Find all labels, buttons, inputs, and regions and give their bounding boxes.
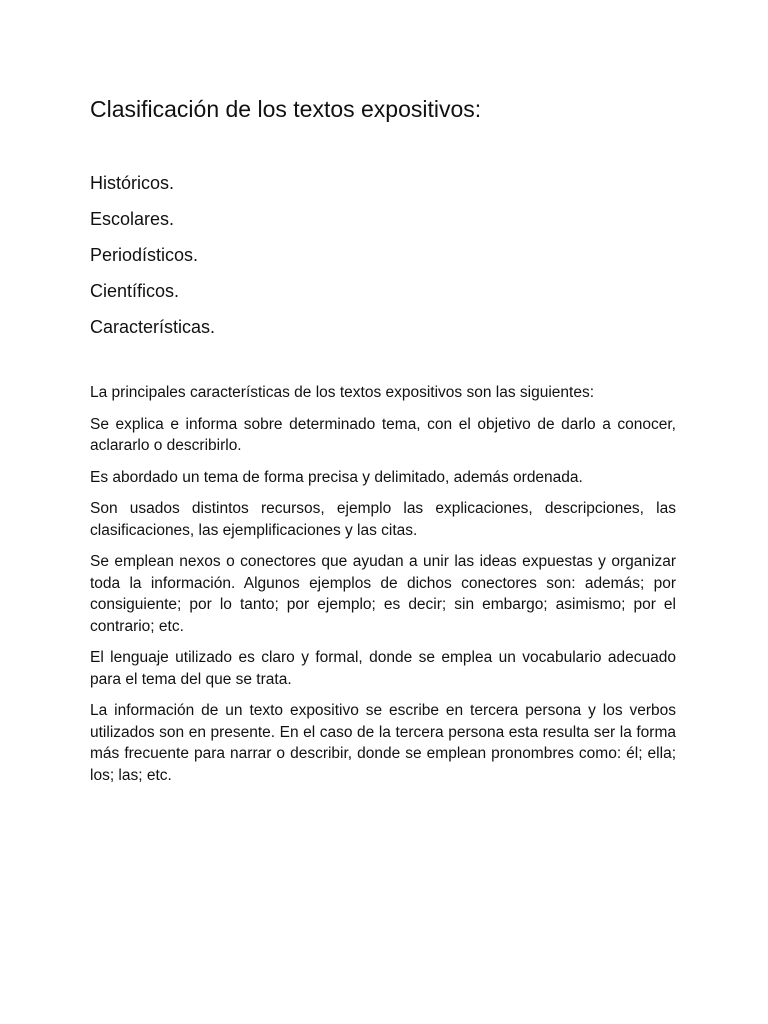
document-page <box>90 92 676 784</box>
characteristic-paragraph: La información de un texto expositivo se escribe en tercera persona y los verbos utilizados son en presente. En el caso de la tercera persona esta resulta ser la forma más frecuente para narrar o describir, donde se emplean pronombres como: él; ella; los; las; etc. <box>90 702 676 784</box>
characteristic-paragraph: Son usados distintos recursos, ejemplo las explicaciones, descripciones, las clasificaciones, las ejemplificaciones y las citas. <box>90 500 676 539</box>
characteristics-section <box>90 382 676 796</box>
text-type-item: Escolares. <box>90 209 175 229</box>
characteristic-paragraph: Es abordado un tema de forma precisa y delimitado, además ordenada. <box>90 468 583 486</box>
text-types-list <box>90 172 215 352</box>
characteristic-paragraph: Se explica e informa sobre determinado tema, con el objetivo de darlo a conocer, aclararlo o describirlo. <box>90 415 676 454</box>
document-title: Clasificación de los textos expositivos: <box>90 96 482 122</box>
text-type-item: Históricos. <box>90 173 175 193</box>
characteristic-paragraph: Se emplean nexos o conectores que ayudan a unir las ideas expuestas y organizar toda la información. Algunos ejemplos de dichos conectores son: además; por consiguiente; por lo tanto; por ejemplo; es decir; sin embargo; asimismo; por el contrario; etc. <box>90 553 676 635</box>
text-type-item: Periodísticos. <box>90 245 199 265</box>
characteristic-paragraph: El lenguaje utilizado es claro y formal, donde se emplea un vocabulario adecuado para el tema del que se trata. <box>90 649 676 688</box>
text-type-item: Características. <box>90 317 216 337</box>
intro-paragraph: La principales características de los textos expositivos son las siguientes: <box>90 384 594 401</box>
text-type-item: Científicos. <box>90 281 180 301</box>
